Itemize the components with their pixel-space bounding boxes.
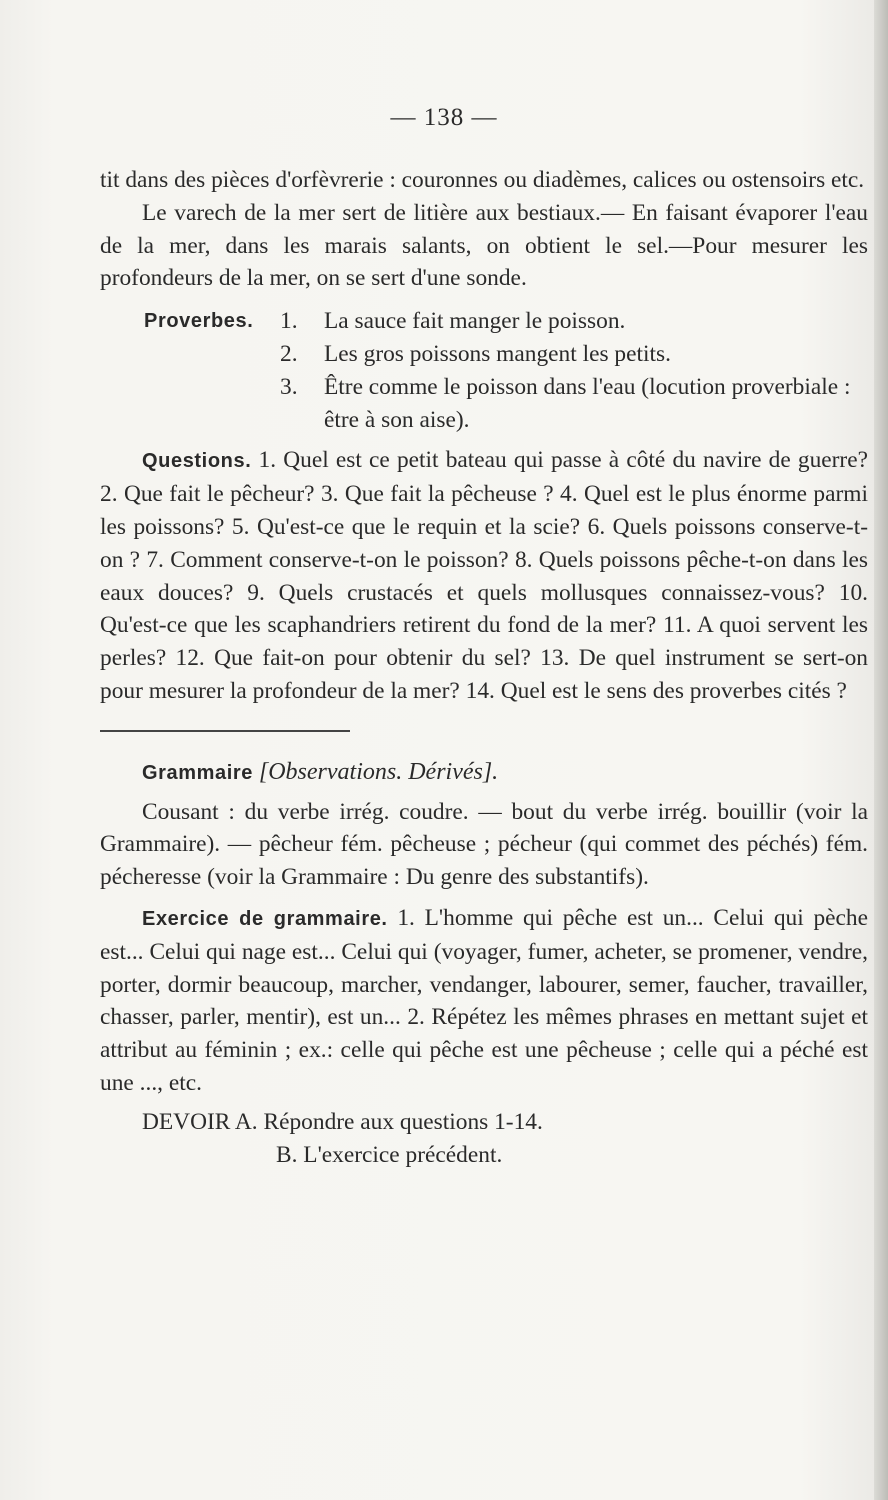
proverb-number: 2. bbox=[280, 340, 298, 367]
proverb-text: Les gros poissons mangent les petits. bbox=[324, 340, 671, 367]
proverb-row-1 bbox=[100, 305, 868, 436]
proverb-item bbox=[280, 371, 868, 437]
grammar-paragraph: Cousant : du verbe irrég. coudre. — bout du verbe irrég. bouillir (voir la Grammaire). — pêcheur fém. pêcheuse ; pécheur (qui commet des péchés) fém. pécheresse (voir la Grammaire : Du genre des substantifs). bbox=[100, 798, 868, 891]
intro-paragraph-1: tit dans des pièces d'orfèvrerie : couronnes ou diadèmes, calices ou ostensoirs etc. bbox=[100, 167, 865, 193]
devoir-a: DEVOIR A. Répondre aux questions 1-14. bbox=[142, 1108, 543, 1135]
devoir-b: B. L'exercice précédent. bbox=[276, 1141, 503, 1168]
questions-paragraph bbox=[100, 444, 868, 707]
proverb-item bbox=[280, 338, 868, 371]
proverb-text: La sauce fait manger le poisson. bbox=[324, 308, 626, 335]
grammar-heading bbox=[100, 756, 868, 790]
section-divider bbox=[100, 730, 350, 732]
questions-label: Questions. bbox=[142, 450, 252, 473]
exercise-paragraph bbox=[100, 902, 868, 1100]
page-content bbox=[100, 164, 868, 1171]
exercise-text: 1. L'homme qui pêche est un... Celui qui pèche est... Celui qui nage est... Celui qui (voyager, fumer, acheter, se promener, vendre, porter, dormir beaucoup, marcher, vendanger, labourer, semer, faucher, travailler, chasser, parler, mentir), est un... 2. Répétez les mêmes phrases en mettant sujet et attribut au féminin ; ex.: celle qui pêche est une pêcheuse ; celle qui a péché est une ..., etc. bbox=[100, 904, 868, 1096]
proverb-item bbox=[280, 305, 868, 338]
proverb-number: 1. bbox=[280, 308, 298, 335]
proverb-text: Être comme le poisson dans l'eau (locution proverbiale : être à son aise). bbox=[324, 373, 851, 433]
grammar-subtitle: [Observations. Dérivés]. bbox=[258, 758, 499, 785]
page-number: — 138 — bbox=[390, 104, 498, 131]
proverbs-label: Proverbes. bbox=[144, 310, 254, 333]
grammar-label: Grammaire bbox=[142, 761, 254, 784]
proverbs-section bbox=[100, 305, 868, 436]
proverb-number: 3. bbox=[280, 373, 298, 400]
questions-text: 1. Quel est ce petit bateau qui passe à côté du navire de guerre? 2. Que fait le pêcheur? 3. Que fait la pêcheuse ? 4. Quel est le plus énorme parmi les poissons? 5. Qu'est-ce que le requin et la scie? 6. Quels poissons conserve-t-on ? 7. Comment conserve-t-on le poisson? 8. Quels poissons pêche-t-on dans les eaux douces? 9. Quels crustacés et quels mollusques connaissez-vous? 10. Qu'est-ce que les scaphandriers retirent du fond de la mer? 11. A quoi servent les perles? 12. Que fait-on pour obtenir du sel? 13. De quel instrument se sert-on pour mesurer la profondeur de la mer? 14. Quel est le sens des proverbes cités ? bbox=[100, 447, 868, 704]
page-edge bbox=[874, 0, 888, 1500]
exercise-label: Exercice de grammaire. bbox=[142, 907, 388, 930]
intro-paragraph-2: Le varech de la mer sert de litière aux bestiaux.— En faisant évaporer l'eau de la mer, dans les marais salants, on obtient le sel.—Pour mesurer les profondeurs de la mer, on se sert d'une sonde. bbox=[100, 199, 868, 292]
